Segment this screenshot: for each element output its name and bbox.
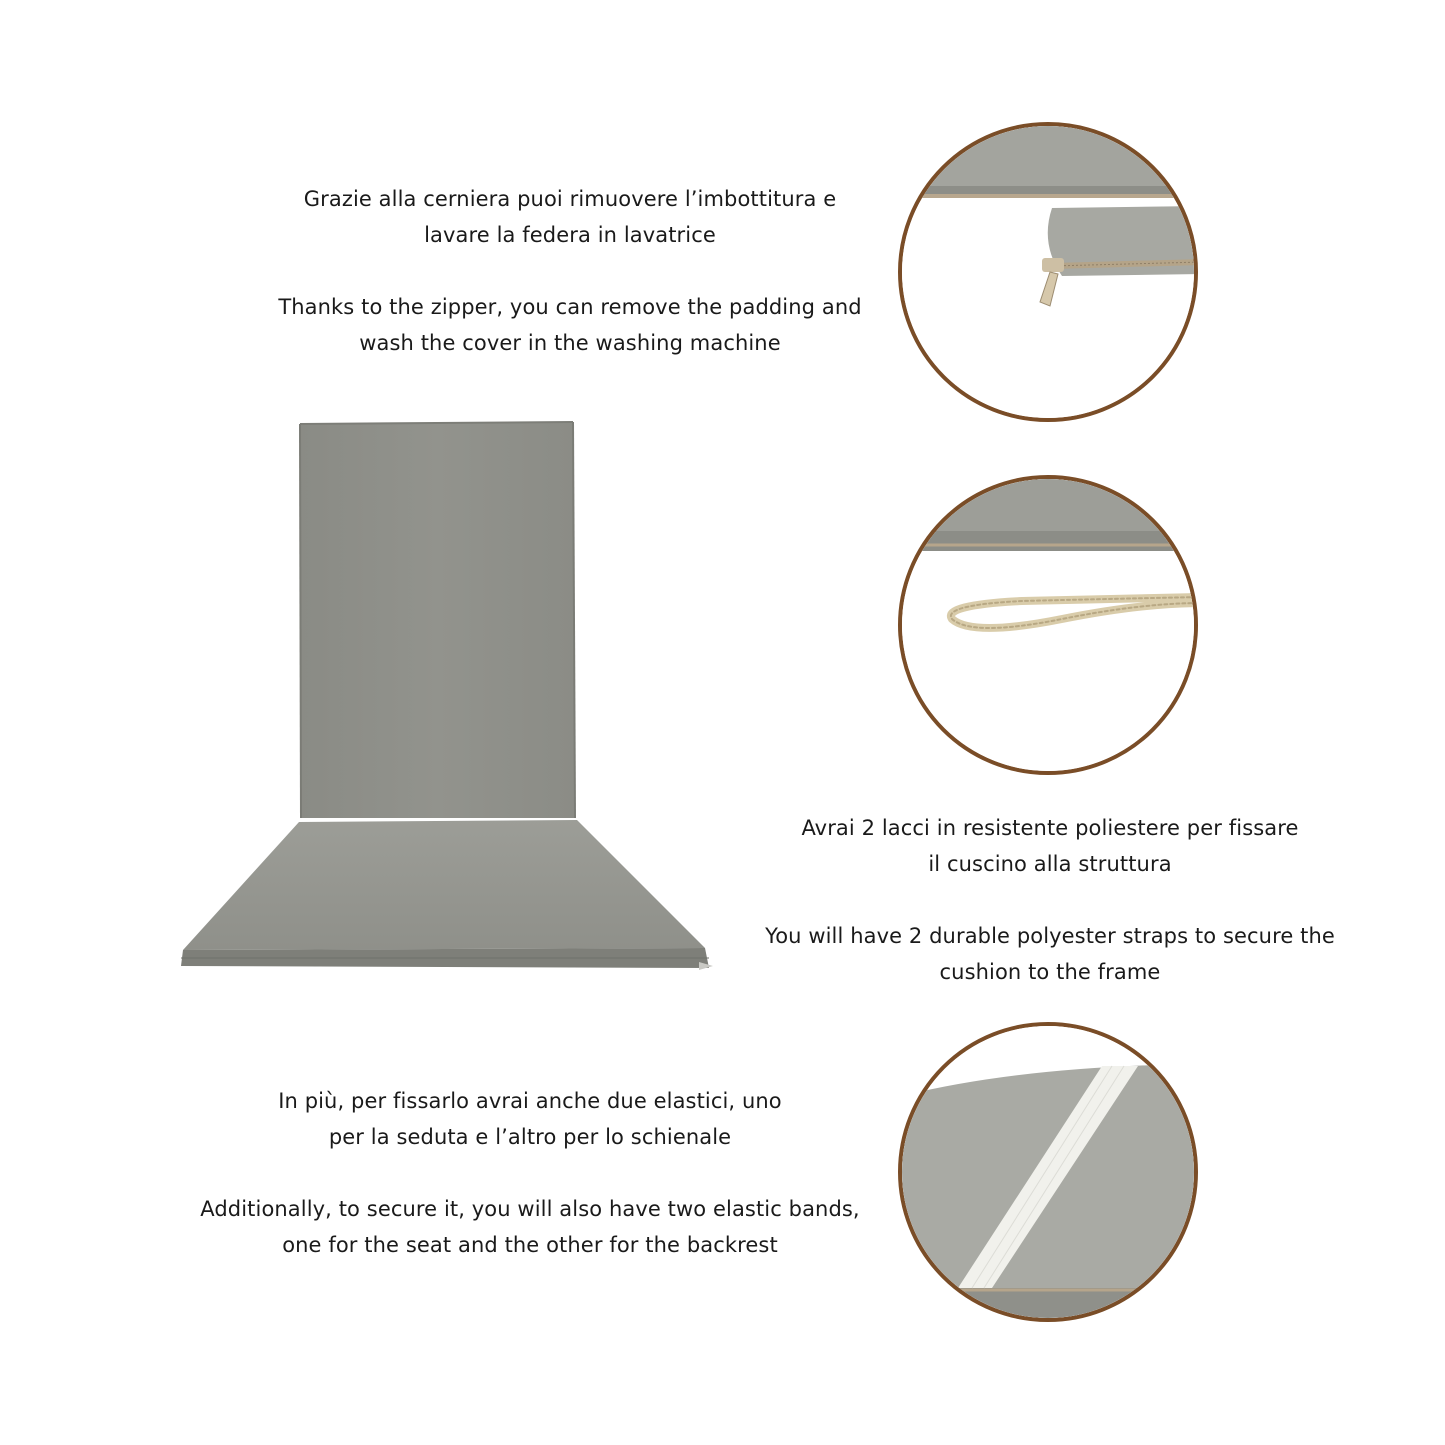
zipper-text-en-line1: Thanks to the zipper, you can remove the padding and: [278, 295, 862, 319]
elastic-text-en-line1: Additionally, to secure it, you will also have two elastic bands,: [200, 1197, 860, 1221]
straps-text-en-line2: cushion to the frame: [939, 960, 1161, 984]
rope-strap-detail-image: [898, 475, 1198, 775]
elastic-text-it-line2: per la seduta e l’altro per lo schienale: [328, 1125, 732, 1149]
product-cushion-image: [175, 418, 725, 978]
straps-text-it-line1: Avrai 2 lacci in resistente poliestere per fissare: [801, 816, 1299, 840]
elastic-text-en-line2: one for the seat and the other for the backrest: [282, 1233, 778, 1257]
zipper-detail-image: [898, 122, 1198, 422]
straps-text-en-line1: You will have 2 durable polyester straps to secure the: [765, 924, 1335, 948]
elastic-band-detail-image: [898, 1022, 1198, 1322]
elastic-description: [150, 1083, 910, 1263]
zipper-text-it-line1: Grazie alla cerniera puoi rimuovere l’imbottitura e: [303, 187, 837, 211]
zipper-description: [210, 181, 930, 361]
straps-text-it-line2: il cuscino alla struttura: [928, 852, 1172, 876]
zipper-text-en-line2: wash the cover in the washing machine: [359, 331, 781, 355]
straps-description: [700, 810, 1400, 990]
elastic-text-it-line1: In più, per fissarlo avrai anche due elastici, uno: [278, 1089, 782, 1113]
zipper-text-it-line2: lavare la federa in lavatrice: [424, 223, 716, 247]
